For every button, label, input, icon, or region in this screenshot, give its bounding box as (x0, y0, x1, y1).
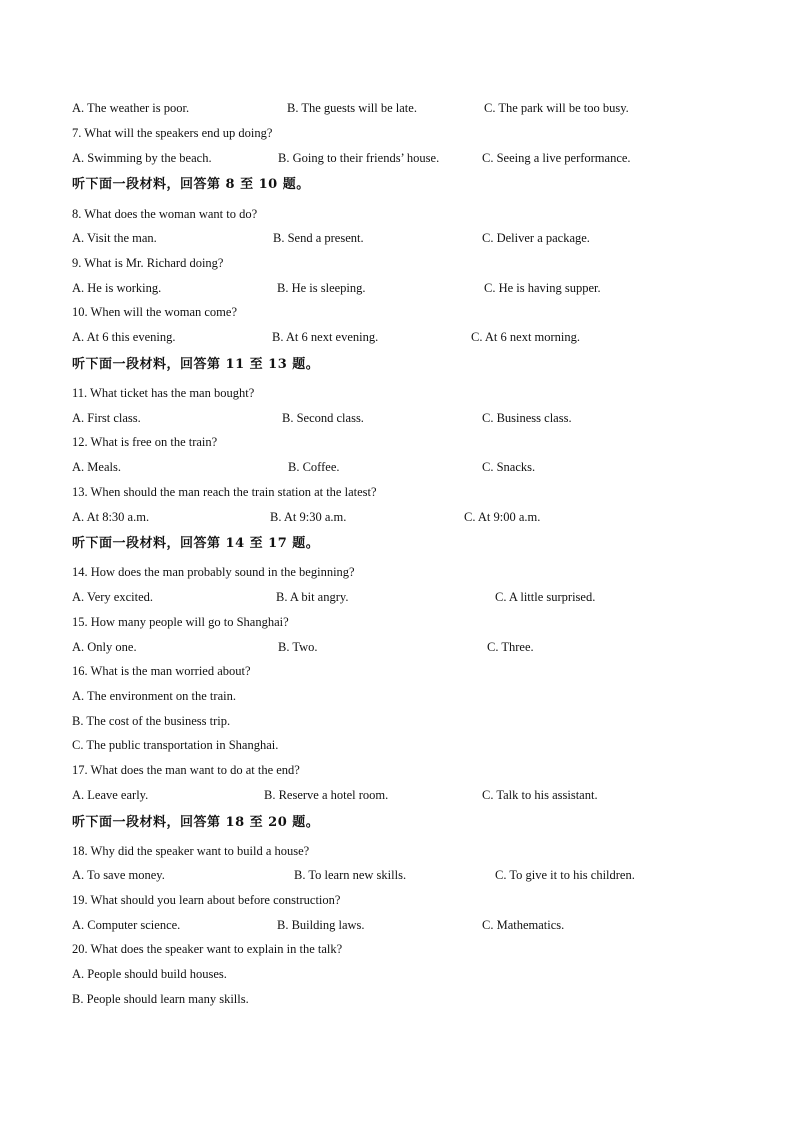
option-c: C. Talk to his assistant. (482, 788, 598, 802)
option-a: A. The weather is poor. (72, 101, 190, 115)
option-b: B. To learn new skills. (294, 868, 407, 882)
question-text: 7. What will the speakers end up doing? (72, 126, 273, 140)
section-heading: 听下面一段材料，回答第 14 至 17 题。 (72, 536, 320, 551)
option-c: C. At 9:00 a.m. (464, 510, 541, 524)
option-a: A. Leave early. (72, 788, 149, 802)
option-b: B. Coffee. (288, 460, 340, 474)
option-b: B. The guests will be late. (287, 101, 417, 115)
option-a: A. To save money. (72, 868, 165, 882)
option-line: A. The environment on the train. (72, 689, 236, 703)
option-c: C. Seeing a live performance. (482, 151, 631, 165)
question-text: 14. How does the man probably sound in the beginning? (72, 565, 355, 579)
option-c: C. Business class. (482, 411, 572, 425)
option-b: B. Send a present. (273, 231, 364, 245)
option-c: C. Three. (487, 640, 534, 654)
option-c: C. To give it to his children. (495, 868, 635, 882)
option-a: A. At 6 this evening. (72, 330, 176, 344)
option-c: C. He is having supper. (484, 281, 601, 295)
option-b: B. Going to their friends’ house. (278, 151, 440, 165)
question-text: 11. What ticket has the man bought? (72, 386, 255, 400)
option-a: A. First class. (72, 411, 141, 425)
option-a: A. Swimming by the beach. (72, 151, 212, 165)
question-text: 9. What is Mr. Richard doing? (72, 256, 224, 270)
question-text: 13. When should the man reach the train station at the latest? (72, 485, 377, 499)
option-a: A. Very excited. (72, 590, 153, 604)
option-a: A. Computer science. (72, 918, 181, 932)
question-text: 12. What is free on the train? (72, 435, 218, 449)
question-text: 20. What does the speaker want to explain in the talk? (72, 942, 343, 956)
option-a: A. Only one. (72, 640, 137, 654)
question-text: 17. What does the man want to do at the end? (72, 763, 300, 777)
option-a: A. Meals. (72, 460, 121, 474)
option-b: B. A bit angry. (276, 590, 349, 604)
option-c: C. Deliver a package. (482, 231, 590, 245)
question-text: 8. What does the woman want to do? (72, 207, 258, 221)
option-b: B. He is sleeping. (277, 281, 366, 295)
option-b: B. Second class. (282, 411, 364, 425)
option-c: C. The park will be too busy. (484, 101, 629, 115)
option-line: C. The public transportation in Shanghai. (72, 738, 279, 752)
option-c: C. A little surprised. (495, 590, 596, 604)
section-heading: 听下面一段材料，回答第 18 至 20 题。 (72, 815, 320, 830)
option-b: B. At 6 next evening. (272, 330, 379, 344)
option-b: B. Reserve a hotel room. (264, 788, 389, 802)
question-text: 10. When will the woman come? (72, 305, 238, 319)
option-a: A. He is working. (72, 281, 162, 295)
option-line: B. People should learn many skills. (72, 992, 249, 1006)
option-c: C. Snacks. (482, 460, 536, 474)
question-text: 18. Why did the speaker want to build a house? (72, 844, 310, 858)
option-a: A. At 8:30 a.m. (72, 510, 150, 524)
option-c: C. Mathematics. (482, 918, 565, 932)
option-line: B. The cost of the business trip. (72, 714, 231, 728)
question-text: 19. What should you learn about before construction? (72, 893, 341, 907)
option-b: B. Building laws. (277, 918, 365, 932)
question-text: 15. How many people will go to Shanghai? (72, 615, 289, 629)
option-a: A. Visit the man. (72, 231, 157, 245)
question-text: 16. What is the man worried about? (72, 664, 251, 678)
option-b: B. At 9:30 a.m. (270, 510, 347, 524)
option-c: C. At 6 next morning. (471, 330, 581, 344)
section-heading: 听下面一段材料，回答第 11 至 13 题。 (72, 357, 320, 372)
option-b: B. Two. (278, 640, 318, 654)
section-heading: 听下面一段材料，回答第 8 至 10 题。 (72, 177, 310, 192)
option-line: A. People should build houses. (72, 967, 227, 981)
